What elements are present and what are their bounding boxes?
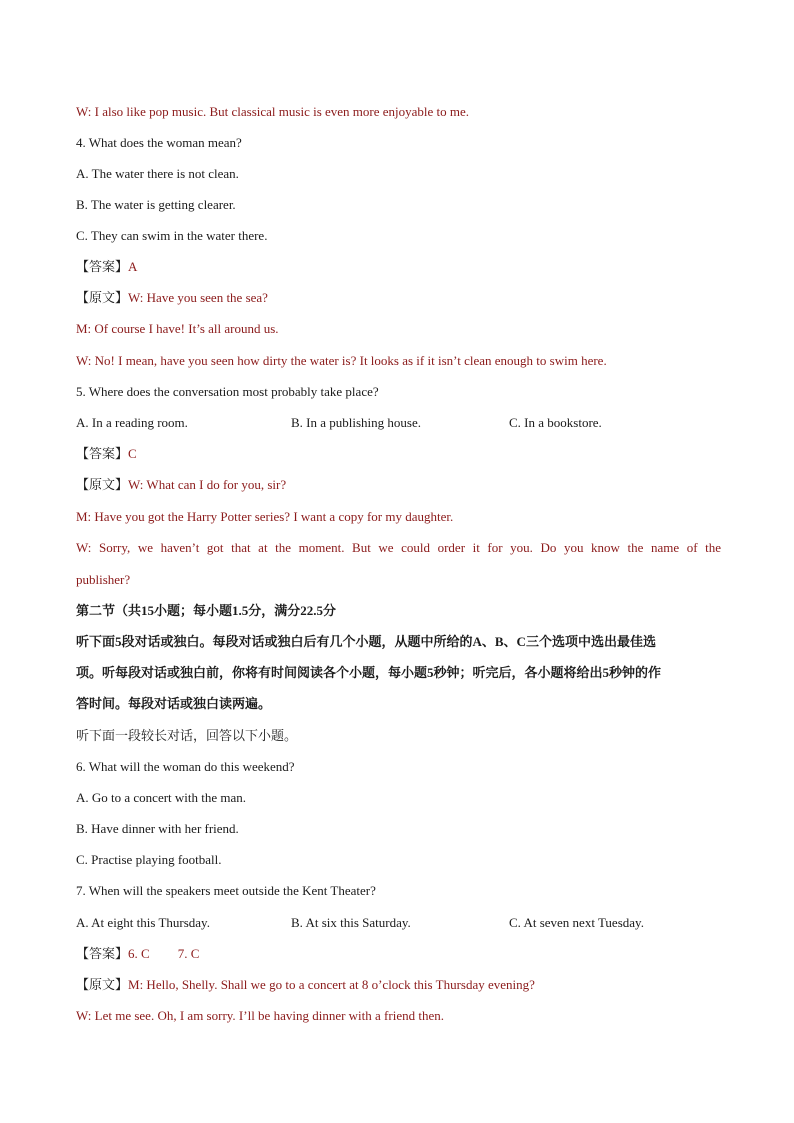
- instructions-line: 项。听每段对话或独白前，你将有时间阅读各个小题，每小题5秒钟；听完后，各小题将给出5秒钟的作: [76, 665, 662, 680]
- option-7b: B. At six this Saturday.: [291, 915, 411, 930]
- option-4a: A. The water there is not clean.: [76, 166, 239, 181]
- instructions-line: 听下面5段对话或独白。每段对话或独白后有几个小题，从题中所给的A、B、C三个选项中选出最佳选: [76, 634, 656, 649]
- dialogue-line: M: Have you got the Harry Potter series? I want a copy for my daughter.: [76, 509, 454, 524]
- options-7: [76, 914, 721, 932]
- dialogue-line: W: Sorry, we haven’t got that at the moment. But we could order it for you. Do you know the name of the: [76, 540, 721, 555]
- answer-6-7: [76, 945, 721, 963]
- instructions-line: 答时间。每段对话或独白读两遍。: [76, 696, 272, 711]
- question-7: 7. When will the speakers meet outside the Kent Theater?: [76, 883, 376, 898]
- option-7a: A. At eight this Thursday.: [76, 915, 210, 930]
- original-text-5: [76, 476, 721, 494]
- answer-value: C: [128, 446, 137, 461]
- answer-tag: 【答案】: [76, 259, 129, 274]
- answer-value: A: [128, 259, 138, 274]
- original-text-4: [76, 289, 721, 307]
- original-tag: 【原文】: [76, 290, 129, 305]
- original-tag: 【原文】: [76, 477, 129, 492]
- dialogue-line: W: Let me see. Oh, I am sorry. I’ll be having dinner with a friend then.: [76, 1008, 444, 1023]
- option-5a: A. In a reading room.: [76, 415, 188, 430]
- option-7c: C. At seven next Tuesday.: [509, 915, 644, 930]
- answer-4: [76, 258, 721, 276]
- options-5: [76, 414, 721, 432]
- original-text: M: Hello, Shelly. Shall we go to a concert at 8 o’clock this Thursday evening?: [128, 977, 535, 992]
- dialogue-line: W: No! I mean, have you seen how dirty the water is? It looks as if it isn’t clean enough to swim here.: [76, 353, 607, 368]
- dialogue-line: publisher?: [76, 572, 131, 587]
- answer-value-7: 7. C: [177, 946, 200, 961]
- original-tag: 【原文】: [76, 977, 129, 992]
- original-text: W: Have you seen the sea?: [128, 290, 268, 305]
- option-6a: A. Go to a concert with the man.: [76, 790, 247, 805]
- answer-value-6: 6. C: [128, 946, 150, 961]
- question-6: 6. What will the woman do this weekend?: [76, 759, 295, 774]
- option-5b: B. In a publishing house.: [291, 415, 421, 430]
- section-2-heading: 第二节（共15小题；每小题1.5分，满分22.5分: [76, 603, 337, 618]
- question-5: 5. Where does the conversation most probably take place?: [76, 384, 379, 399]
- dialogue-line: W: I also like pop music. But classical music is even more enjoyable to me.: [76, 104, 470, 119]
- original-text: W: What can I do for you, sir?: [128, 477, 287, 492]
- answer-tag: 【答案】: [76, 946, 129, 961]
- answer-tag: 【答案】: [76, 446, 129, 461]
- option-6b: B. Have dinner with her friend.: [76, 821, 239, 836]
- option-6c: C. Practise playing football.: [76, 852, 222, 867]
- question-4: 4. What does the woman mean?: [76, 135, 242, 150]
- answer-5: [76, 445, 721, 463]
- option-4c: C. They can swim in the water there.: [76, 228, 268, 243]
- dialogue-line: M: Of course I have! It’s all around us.: [76, 321, 279, 336]
- original-text-6-7: [76, 976, 721, 994]
- option-4b: B. The water is getting clearer.: [76, 197, 236, 212]
- option-5c: C. In a bookstore.: [509, 415, 602, 430]
- listen-prompt: 听下面一段较长对话，回答以下小题。: [76, 728, 298, 743]
